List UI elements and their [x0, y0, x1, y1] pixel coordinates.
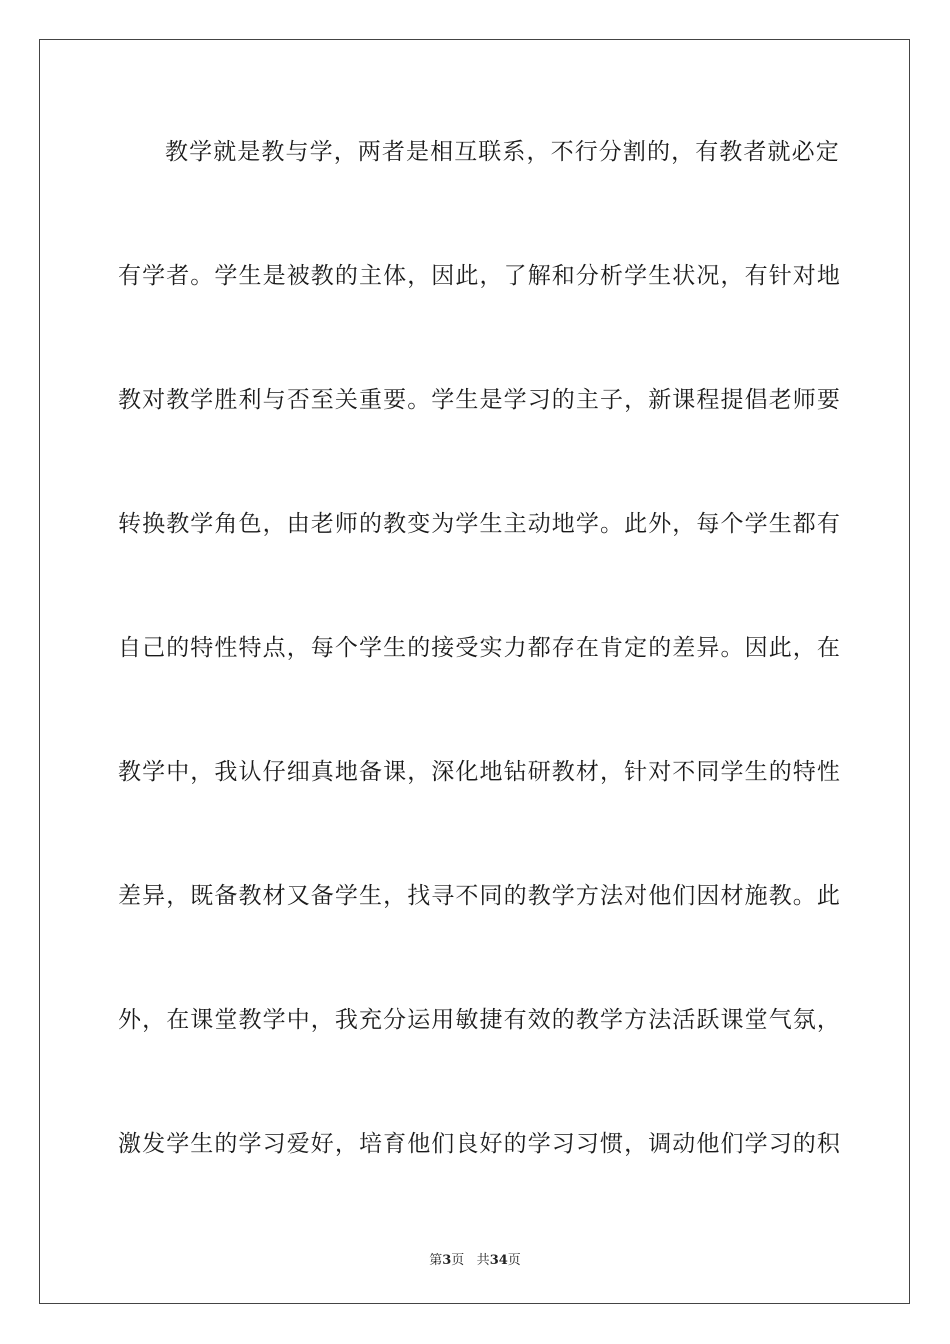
current-page-number: 3 — [442, 1253, 452, 1268]
paragraph-line: 有学者。学生是被教的主体，因此，了解和分析学生状况，有针对地 — [118, 263, 841, 289]
document-body — [118, 128, 841, 1244]
paragraph-line: 教对教学胜利与否至关重要。学生是学习的主子，新课程提倡老师要 — [118, 387, 841, 413]
paragraph-line: 外，在课堂教学中，我充分运用敏捷有效的教学方法活跃课堂气氛， — [118, 1007, 841, 1033]
paragraph-line: 激发学生的学习爱好，培育他们良好的学习习惯，调动他们学习的积 — [118, 1131, 841, 1157]
paragraph-line: 教学中，我认仔细真地备课，深化地钻研教材，针对不同学生的特性 — [118, 759, 841, 785]
page-label-suffix: 页 — [451, 1253, 465, 1268]
paragraph-line: 转换教学角色，由老师的教变为学生主动地学。此外，每个学生都有 — [118, 511, 841, 537]
paragraph-line: 教学就是教与学，两者是相互联系，不行分割的，有教者就必定 — [165, 139, 840, 165]
total-label-suffix: 页 — [507, 1253, 521, 1268]
total-pages-number: 34 — [489, 1253, 508, 1268]
page-label-prefix: 第 — [429, 1253, 443, 1268]
page-footer — [0, 1249, 950, 1268]
paragraph-line: 差异，既备教材又备学生，找寻不同的教学方法对他们因材施教。此 — [118, 883, 841, 909]
paragraph-line: 自己的特性特点，每个学生的接受实力都存在肯定的差异。因此，在 — [118, 635, 841, 661]
total-label-prefix: 共 — [476, 1253, 490, 1268]
